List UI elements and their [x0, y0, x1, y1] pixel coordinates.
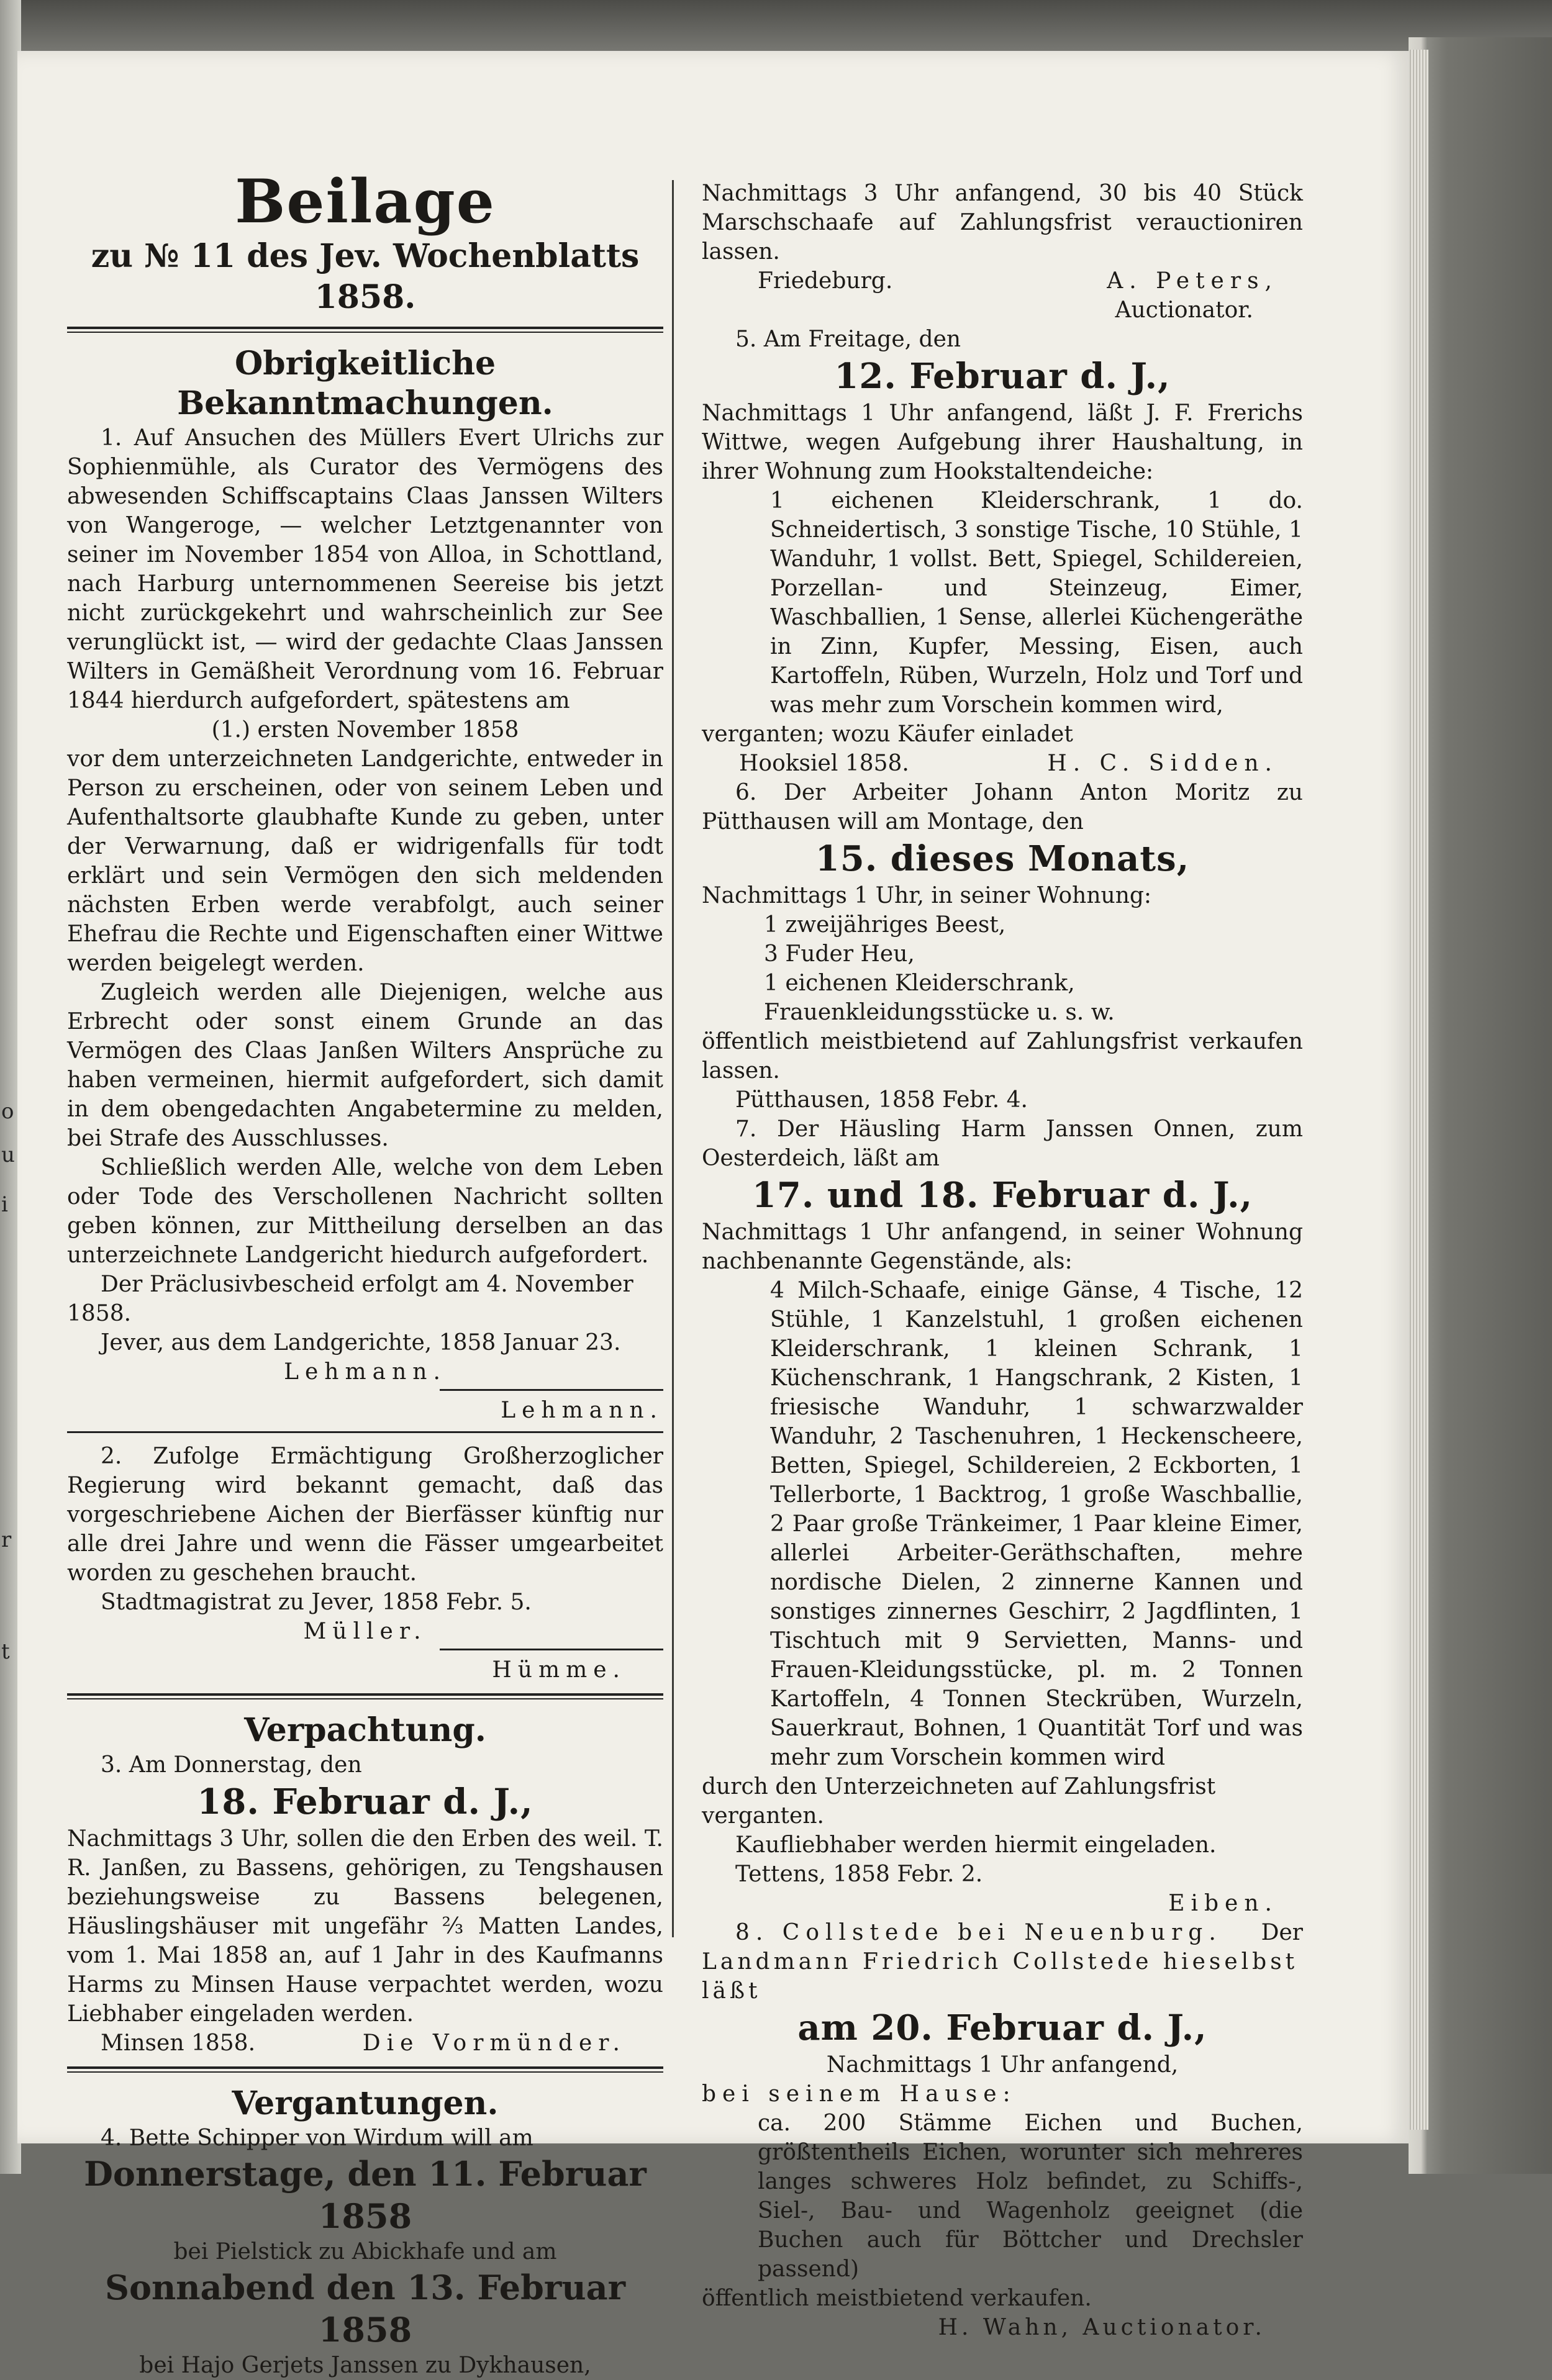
notice-1-text3: Zugleich werden alle Diejenigen, welche aus Erbrecht oder sonst einem Grunde an das Vermögen des Claas Janßen Wilters Ansprüche zu haben vermeinen, hiermit aufgefordert, sich damit in dem obengedachten Angabetermine zu melden, bei Strafe des Ausschlusses.	[67, 980, 663, 1151]
double-rule	[67, 1693, 663, 1699]
notice-4-intro: 4. Bette Schipper von Wirdum will am	[101, 2125, 533, 2151]
right-column	[702, 179, 1303, 2342]
notice-8-location: bei seinem Hause:	[702, 2081, 1017, 2107]
notice-5-signature: H. C. Sidden.	[1047, 751, 1278, 776]
notice-5-date: 12. Februar d. J.,	[834, 356, 1171, 397]
column-divider	[672, 180, 674, 1937]
notice-2-signature: Müller.	[303, 1619, 427, 1644]
notice-8-intro-b: Der	[1261, 1920, 1303, 1945]
margin-char: r	[1, 1527, 12, 1552]
double-rule	[67, 327, 663, 333]
notice-7-items: 4 Milch-Schaafe, einige Gänse, 4 Tische, 12 Stühle, 1 Kanzelstuhl, 1 großen eichenen Kleiderschrank, 1 kleinen Schrank, 1 Küchenschrank, 1 Hangschrank, 2 Kisten, 1 friesische Wanduhr, 1 schwarzwalder Wanduhr, 2 Taschenuhren, 1 Heckenscheere, Betten, Spiegel, Schildereien, 2 Eckborten, 1 Tellerborte, 1 Backtrog, 1 große Waschballie, 2 Paar große Tränkeimer, 1 Paar kleine Eimer, allerlei Arbeiter-Geräthschaften, mehre nordische Dielen, 2 zinnerne Kannen und sonstiges zinnernes Geschirr, 2 Jagdflinten, 1 Tischtuch mit 9 Servietten, Manns- und Frauen-Kleidungsstücke, pl. m. 2 Tonnen Kartoffeln, 4 Tonnen Steckrüben, Wurzeln, Sauerkraut, Bohnen, 1 Quantität Torf und was mehr zum Vorschein kommen wird	[770, 1278, 1303, 1770]
notice-2-place: Stadtmagistrat zu Jever, 1858 Febr. 5.	[101, 1590, 532, 1615]
notice-6-item: 1 zweijähriges Beest,	[764, 912, 1006, 938]
page-subtitle: zu № 11 des Jev. Wochenblatts 1858.	[91, 237, 640, 316]
notice-3-signature: Die Vormünder.	[362, 2030, 626, 2056]
short-rule	[440, 1389, 663, 1391]
notice-1-date: (1.) ersten November 1858	[211, 717, 519, 743]
notice-3-intro: 3. Am Donnerstag, den	[101, 1752, 362, 1778]
notice-7-signature: Eiben.	[1168, 1891, 1278, 1916]
rule	[67, 1431, 663, 1433]
notice-8-items: ca. 200 Stämme Eichen und Buchen, größtentheils Eichen, worunter sich mehreres langes schweres Holz befindet, zu Schiffs-, Siel-, Bau- und Wagenholz geeignet (die Buchen auch für Böttcher und Drechsler passend)	[758, 2111, 1303, 2282]
notice-8-date: am 20. Februar d. J.,	[797, 2007, 1207, 2048]
left-column	[67, 168, 663, 2380]
notice-8-time: Nachmittags 1 Uhr anfangend,	[826, 2052, 1179, 2078]
notice-7-text3: Kaufliebhaber werden hiermit eingeladen.	[735, 1832, 1217, 1858]
notice-5-items: 1 eichenen Kleiderschrank, 1 do. Schneidertisch, 3 sonstige Tische, 10 Stühle, 1 Wanduhr, 1 vollst. Bett, Spiegel, Schildereien, Porzellan- und Steinzeug, Eimer, Waschballien, 1 Sense, allerlei Küchengeräthe in Zinn, Kupfer, Messing, Eisen, auch Kartoffeln, Rüben, Wurzeln, Holz und Torf und was mehr zum Vorschein kommen wird,	[770, 488, 1303, 718]
notice-1-text2: vor dem unterzeichneten Landgerichte, entweder in Person zu erscheinen, oder von seinem Leben und Aufenthaltsorte glaubhafte Kunde zu geben, unter der Verwarnung, daß er widrigenfalls für todt erklärt und sein Vermögen den sich meldenden nächsten Erben werde verabfolgt, auch seiner Ehefrau die Rechte und Eigenschaften einer Wittwe werden beigelegt werden.	[67, 746, 663, 976]
notice-3-place: Minsen 1858.	[101, 2030, 256, 2056]
margin-char: t	[1, 1639, 10, 1664]
notice-8-intro: 8. Collstede bei Neuenburg.	[735, 1920, 1222, 1945]
notice-4-place: Friedeburg.	[758, 268, 893, 294]
section-heading-lease: Verpachtung.	[244, 1711, 486, 1749]
notice-5-place: Hooksiel 1858.	[739, 751, 909, 776]
margin-char: u	[1, 1142, 15, 1167]
notice-5-text2: verganten; wozu Käufer einladet	[702, 722, 1073, 747]
notice-1-place: Jever, aus dem Landgerichte, 1858 Januar 23.	[101, 1330, 621, 1355]
notice-1-signature-2: Lehmann.	[501, 1398, 663, 1423]
page-edges	[1410, 50, 1428, 2130]
notice-8-text2: öffentlich meistbietend verkaufen.	[702, 2286, 1092, 2311]
notice-4-location-2: bei Hajo Gerjets Janssen zu Dykhausen,	[139, 2353, 591, 2378]
notice-2-signature-2: Hümme.	[492, 1657, 626, 1683]
notice-4-location-1: bei Pielstick zu Abickhafe und am	[173, 2239, 557, 2265]
notice-6-intro: 6. Der Arbeiter Johann Anton Moritz zu Pütthausen will am Montage, den	[702, 780, 1303, 835]
notice-4-date-1: Donnerstage, den 11. Februar 1858	[84, 2154, 647, 2236]
notice-5-intro: 5. Am Freitage, den	[735, 327, 961, 352]
margin-char: o	[1, 1099, 14, 1124]
book-spine	[1409, 37, 1552, 2174]
notice-7-place: Tettens, 1858 Febr. 2.	[735, 1862, 983, 1887]
notice-3-text: Nachmittags 3 Uhr, sollen die den Erben des weil. T. R. Janßen, zu Bassens, gehörigen, zu Tengshausen beziehungsweise zu Bassens belegenen, Häuslingshäuser mit ungefähr ⅔ Matten Landes, vom 1. Mai 1858 an, auf 1 Jahr in des Kaufmanns Harms zu Minsen Hause verpachtet werden, wozu Liebhaber eingeladen werden.	[67, 1826, 663, 2027]
notice-3-date: 18. Februar d. J.,	[197, 1781, 533, 1822]
notice-4-continuation: Nachmittags 3 Uhr anfangend, 30 bis 40 Stück Marschschaafe auf Zahlungsfrist verauctioniren lassen.	[702, 181, 1303, 265]
notice-1-text4: Schließlich werden Alle, welche von dem Leben oder Tode des Verschollenen Nachricht sollten geben können, zur Mittheilung derselben an das unterzeichnete Landgericht hiedurch aufgefordert.	[67, 1155, 663, 1268]
notice-5-text: Nachmittags 1 Uhr anfangend, läßt J. F. Frerichs Wittwe, wegen Aufgebung ihrer Haushaltung, in ihrer Wohnung zum Hookstaltendeiche:	[702, 400, 1303, 484]
section-heading-auctions: Vergantungen.	[232, 2084, 499, 2122]
notice-8-signature: H. Wahn, Auctionator.	[938, 2315, 1266, 2340]
notice-7-text2: durch den Unterzeichneten auf Zahlungsfrist verganten.	[702, 1774, 1216, 1829]
notice-6-text: Nachmittags 1 Uhr, in seiner Wohnung:	[702, 883, 1152, 908]
notice-6-text2: öffentlich meistbietend auf Zahlungsfrist verkaufen lassen.	[702, 1029, 1303, 1084]
notice-1-text5: Der Präclusivbescheid erfolgt am 4. November 1858.	[67, 1272, 633, 1326]
notice-2-text: 2. Zufolge Ermächtigung Großherzoglicher Regierung wird bekannt gemacht, daß das vorgeschriebene Aichen der Bierfässer künftig nur alle drei Jahre und wenn die Fässer umgearbeitet worden zu geschehen braucht.	[67, 1444, 663, 1586]
double-rule	[67, 2066, 663, 2073]
notice-6-date: 15. dieses Monats,	[815, 838, 1190, 879]
notice-8-text: Landmann Friedrich Collstede hieselbst läßt	[702, 1949, 1299, 2004]
notice-6-item: Frauenkleidungsstücke u. s. w.	[764, 1000, 1115, 1025]
notice-7-intro: 7. Der Häusling Harm Janssen Onnen, zum Oesterdeich, läßt am	[702, 1116, 1303, 1171]
notice-4-date-2: Sonnabend den 13. Februar 1858	[104, 2268, 626, 2350]
background-top	[0, 0, 1552, 51]
notice-7-text: Nachmittags 1 Uhr anfangend, in seiner Wohnung nachbenannte Gegenstände, als:	[702, 1219, 1303, 1274]
notice-4-role: Auctionator.	[1115, 297, 1253, 323]
page-title: Beilage	[235, 166, 496, 237]
notice-1-text: 1. Auf Ansuchen des Müllers Evert Ulrichs zur Sophienmühle, als Curator des Vermögens des abwesenden Schiffscaptains Claas Janssen Wilters von Wangeroge, — welcher Letztgenannter von seiner im November 1854 von Alloa, in Schottland, nach Harburg unternommenen Seereise bis jetzt nicht zurückgekehrt und wahrscheinlich zur See verunglückt ist, — wird der gedachte Claas Janssen Wilters in Gemäßheit Verordnung vom 16. Februar 1844 hierdurch aufgefordert, spätestens am	[67, 425, 663, 713]
short-rule	[440, 1649, 663, 1650]
notice-6-item: 1 eichenen Kleiderschrank,	[764, 971, 1075, 996]
margin-char: i	[1, 1192, 8, 1217]
notice-4-signature: A. Peters,	[1107, 268, 1278, 294]
notice-7-date: 17. und 18. Februar d. J.,	[751, 1175, 1253, 1216]
section-heading-official: Obrigkeitliche Bekanntmachungen.	[177, 345, 553, 422]
notice-6-item: 3 Fuder Heu,	[764, 941, 915, 967]
notice-1-signature: Lehmann.	[284, 1359, 447, 1385]
notice-6-place: Pütthausen, 1858 Febr. 4.	[735, 1087, 1028, 1113]
